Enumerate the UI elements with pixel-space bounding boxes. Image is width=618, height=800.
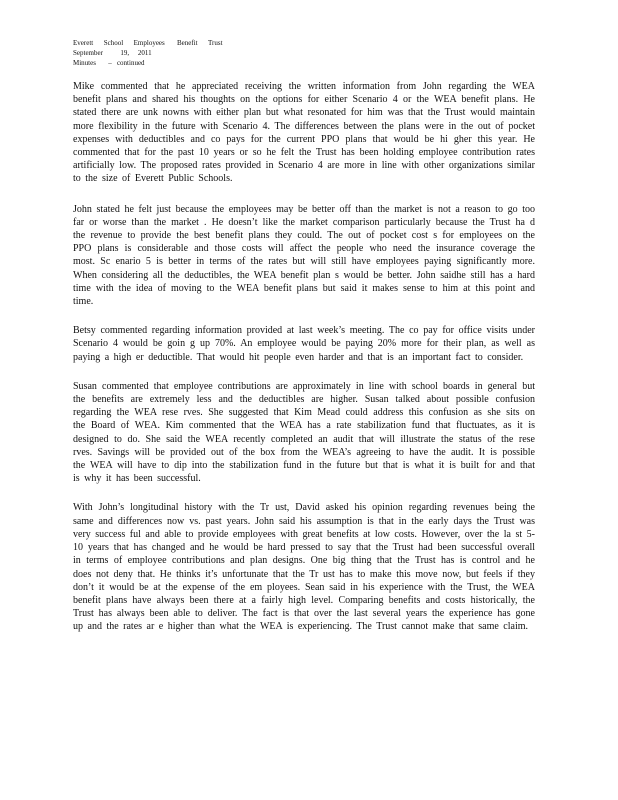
header-date: September 19, 2011 [73,49,152,57]
document-header [73,38,333,68]
paragraph-susan: Susan commented that employee contributions are approximately in line with school boards in general but the benefits are extremely less and the deductibles are higher. Susan talked about possible confusion regarding the WEA rese rves. She suggested that Kim Mead could address this confusion as she sits on the Board of WEA. Kim commented that the WEA has a rate stabilization fund that fluctuates, as it is designed to do. She said the WEA recently completed an audit that will illustrate the status of the rese rves. Savings will be provided out of the box from the WEA’s agreeing to have the audit. It is possible the WEA will have to dip into the stabilization fund in the future but that is what it is built for and that is why it has been successful. [73,380,535,485]
paragraph-betsy: Betsy commented regarding information provided at last week’s meeting. The co pay for office visits under Scenario 4 would be goin g up 70%. An employee would be paying 20% more for their plan, as well as paying a high er deductible. That would hit people even harder and that is an important fact to consider. [73,325,535,363]
paragraph-john: John stated he felt just because the employees may be better off than the market is not a reason to go too far or worse than the market . He doesn’t like the market comparison particularly because the Trust ha d the revenue to provide the best benefit plans they could. The out of pocket cost s for employees on the PPO plans is considerable and those costs will affect the people who need the insurance coverage the most. Sc enario 5 is better in terms of the rates but will still have employees paying significantly more. When considering all the deductibles, the WEA benefit plan s would be better. John saidhe still has a hard time with the idea of moving to the WEA benefit plans but said it makes sense to him at this point and time. [73,203,535,308]
minutes-body [73,80,535,648]
paragraph-david-john: With John’s longitudinal history with the Tr ust, David asked his opinion regarding revenues being the same and differences now vs. past years. John said his assumption is that in the early days the Trust was very success ful and able to provide employees with great benefits at low costs. However, over the la st 5-10 years that has changed and he would be hard pressed to say that the Trust had been successful overall in terms of employee contributions and plan designs. One big thing that the Trust has is control and he does not deny that. He thinks it’s unfortunate that the Tr ust has to make this move now, but feels if they don’t it would be at the expense of the em ployees. Sean said in his experience with the Trust, the WEA benefit plans have always been there at a fairly high level. Comparing benefits and costs historically, the Trust has always been able to deliver. The fact is that over the last several years the experience has gone up and the rates ar e higher than what the WEA is experiencing. The Trust cannot make that same claim. [73,502,535,633]
header-section: Minutes – continued [73,59,145,67]
paragraph-mike: Mike commented that he appreciated receiving the written information from John regarding the WEA benefit plans and shared his thoughts on the options for either Scenario 4 or the WEA benefit plans. He stated there are unk nowns with either plan but what resonated for him was that the Trust would maintain more flexibility in the future with Scenario 4. The differences between the plans were in the out of pocket expenses with deductibles and co pays for the current PPO plans that would be hi gher this year. He commented that for the past 10 years or so he felt the Trust has been holding employee contribution rates artificially low. The proposed rates provided in Scenario 4 are more in line with other organizations similar to the size of Everett Public Schools. [73,81,535,185]
header-title: Everett School Employees Benefit Trust [73,39,223,47]
